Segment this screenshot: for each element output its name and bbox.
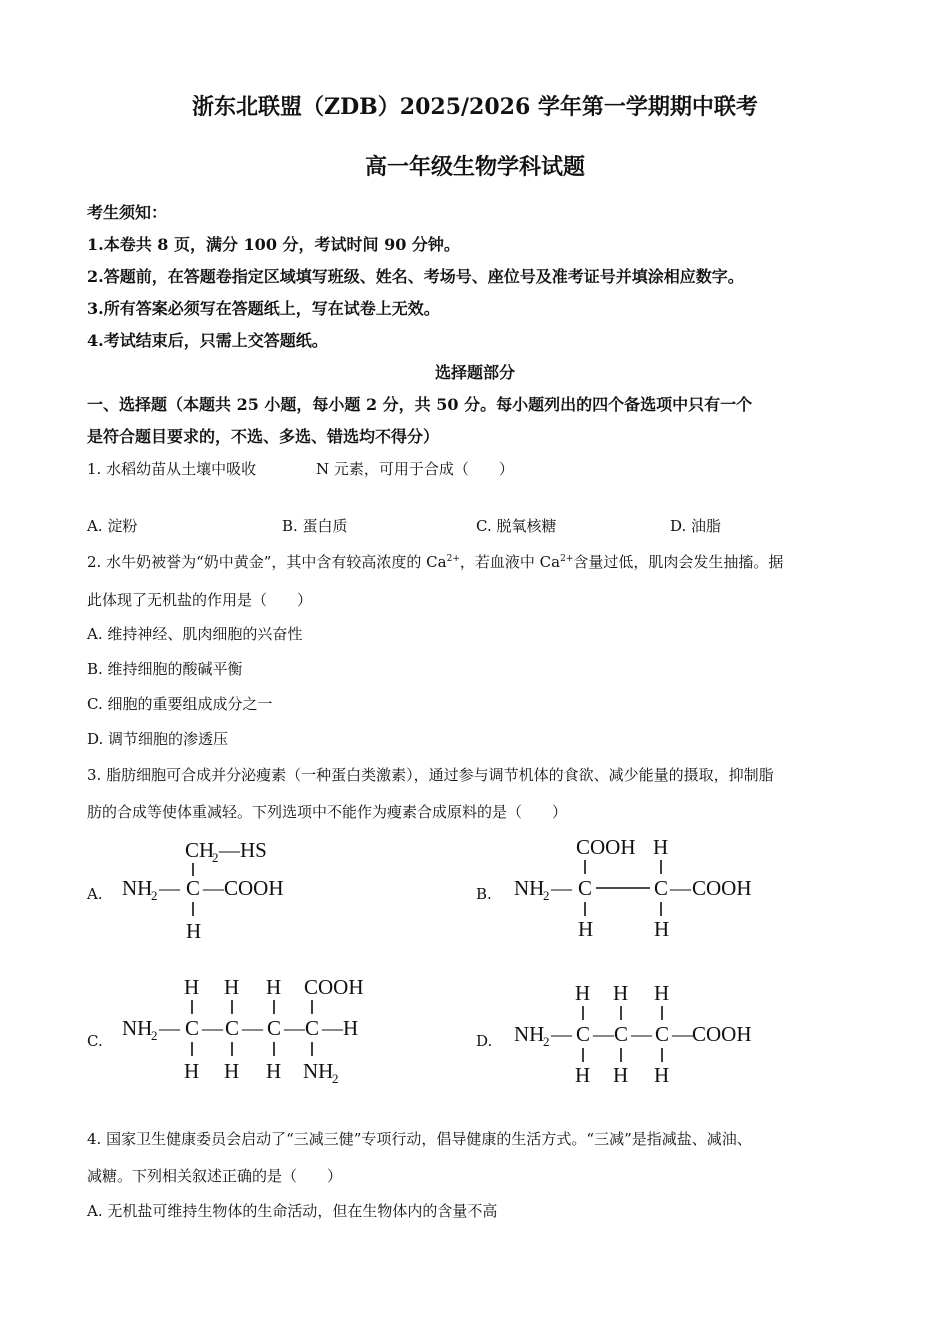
svg-text:—: — [551,1022,572,1046]
svg-text:H: H [343,1016,359,1040]
q2-stem-line1: 2. 水牛奶被誉为“奶中黄金”，其中含有较高浓度的 $Ca^{2+}$，若血液中 $Ca^{2+}$含量过低，肌肉会发生抽搐。据 [87,553,784,571]
svg-text:—HS: —HS [219,838,267,862]
exam-title: 浙东北联盟（ZDB）2025/2026 学年第一学期期中联考 [192,94,758,120]
notice-item: 4.考试结束后，只需上交答题纸。 [87,331,328,350]
svg-text:H: H [653,835,669,859]
svg-text:C: C [655,1022,670,1046]
structure-a-cysteine [118,832,318,947]
q4-stem-line2: 减糖。下列相关叙述正确的是（ ） [87,1167,343,1185]
svg-text:COOH: COOH [576,835,636,859]
q1-stem-part2: N 元素，可用于合成（ ） [316,460,514,478]
svg-text:H: H [224,975,240,999]
part-title: 选择题部分 [434,363,515,382]
svg-text:NH: NH [122,876,153,900]
q3-option-a-label: A. [87,885,103,903]
q3-stem-line2: 肪的合成等使体重减轻。下列选项中不能作为瘦素合成原料的是（ ） [87,803,568,821]
svg-text:H: H [184,975,200,999]
svg-text:H: H [266,975,282,999]
svg-text:—: — [672,1022,693,1046]
svg-text:NH: NH [514,876,545,900]
svg-text:C: C [654,876,669,900]
svg-text:C: C [576,1022,591,1046]
svg-text:COOH: COOH [692,1022,752,1046]
q1-stem-part1: 1. 水稻幼苗从土壤中吸收 [87,460,257,478]
svg-text:—: — [670,876,691,900]
structure-d-beta-amino [510,978,770,1093]
svg-text:—: — [242,1016,263,1040]
svg-text:—: — [284,1016,305,1040]
notice-item: 2.答题前，在答题卷指定区域填写班级、姓名、考场号、座位号及准考证号并填涂相应数字。 [87,267,744,286]
svg-text:—: — [551,876,572,900]
svg-text:2: 2 [151,888,158,903]
svg-text:COOH: COOH [304,975,364,999]
q4-stem-line1: 4. 国家卫生健康委员会启动了“三减三健”专项行动，倡导健康的生活方式。“三减”是指减盐、减油、 [87,1130,752,1148]
q3-option-b-label: B. [476,885,492,903]
svg-text:H: H [224,1059,240,1083]
section-heading-line1: 一、选择题（本题共 25 小题，每小题 2 分，共 50 分。每小题列出的四个备选项中只有一个 [87,395,753,414]
svg-text:H: H [654,1063,670,1087]
q1-option-b: B. 蛋白质 [282,517,348,535]
ion-charge: 2+ [560,554,574,564]
q1-option-a: A. 淀粉 [87,517,138,535]
svg-text:H: H [654,917,670,941]
q4-option-a: A. 无机盐可维持生物体的生命活动，但在生物体内的含量不高 [87,1202,498,1220]
svg-text:H: H [654,981,670,1005]
svg-text:—: — [159,876,180,900]
svg-text:NH: NH [303,1059,334,1083]
svg-text:COOH: COOH [692,876,752,900]
svg-text:NH: NH [514,1022,545,1046]
svg-text:C: C [267,1016,282,1040]
q1-option-d: D. 油脂 [670,517,722,535]
q3-stem-line1: 3. 脂肪细胞可合成并分泌瘦素（一种蛋白类激素），通过参与调节机体的食欲、减少能量的摄取，抑制脂 [87,766,774,784]
exam-subtitle: 高一年级生物学科试题 [364,154,585,180]
q3-option-c-label: C. [87,1032,103,1050]
svg-text:—: — [322,1016,343,1040]
notice-item: 3.所有答案必须写在答题纸上，写在试卷上无效。 [87,299,440,318]
svg-text:2: 2 [212,850,219,865]
svg-text:H: H [578,917,594,941]
svg-text:—: — [631,1022,652,1046]
notice-item: 1.本卷共 8 页，满分 100 分，考试时间 90 分钟。 [87,235,460,254]
section-heading-line2: 是符合题目要求的，不选、多选、错选均不得分） [87,427,440,446]
svg-text:—: — [593,1022,614,1046]
svg-text:2: 2 [151,1028,158,1043]
structure-b-aspartate [510,832,770,947]
svg-text:C: C [614,1022,629,1046]
svg-text:—: — [203,876,224,900]
q3-option-d-label: D. [476,1032,493,1050]
svg-text:2: 2 [543,888,550,903]
q2-stem-line2: 此体现了无机盐的作用是（ ） [87,591,313,609]
svg-text:H: H [575,1063,591,1087]
svg-text:—: — [159,1016,180,1040]
svg-text:CH: CH [185,838,215,862]
svg-text:C: C [186,876,201,900]
svg-text:COOH: COOH [224,876,284,900]
q2-option-d: D. 调节细胞的渗透压 [87,730,229,748]
structure-c-diamino [118,972,388,1092]
ion-charge: 2+ [446,554,460,564]
q1-option-c: C. 脱氧核糖 [476,517,557,535]
q2-option-a: A. 维持神经、肌肉细胞的兴奋性 [87,625,303,643]
svg-text:2: 2 [543,1034,550,1049]
svg-text:C: C [185,1016,200,1040]
svg-text:H: H [613,981,629,1005]
svg-text:H: H [186,919,202,943]
svg-text:C: C [225,1016,240,1040]
q2-option-b: B. 维持细胞的酸碱平衡 [87,660,243,678]
svg-text:C: C [578,876,593,900]
svg-text:H: H [613,1063,629,1087]
svg-text:H: H [575,981,591,1005]
svg-text:2: 2 [332,1071,339,1086]
svg-text:C: C [305,1016,320,1040]
notice-heading: 考生须知： [87,203,168,222]
q2-option-c: C. 细胞的重要组成成分之一 [87,695,273,713]
svg-text:H: H [266,1059,282,1083]
svg-text:—: — [202,1016,223,1040]
svg-text:H: H [184,1059,200,1083]
svg-text:NH: NH [122,1016,153,1040]
